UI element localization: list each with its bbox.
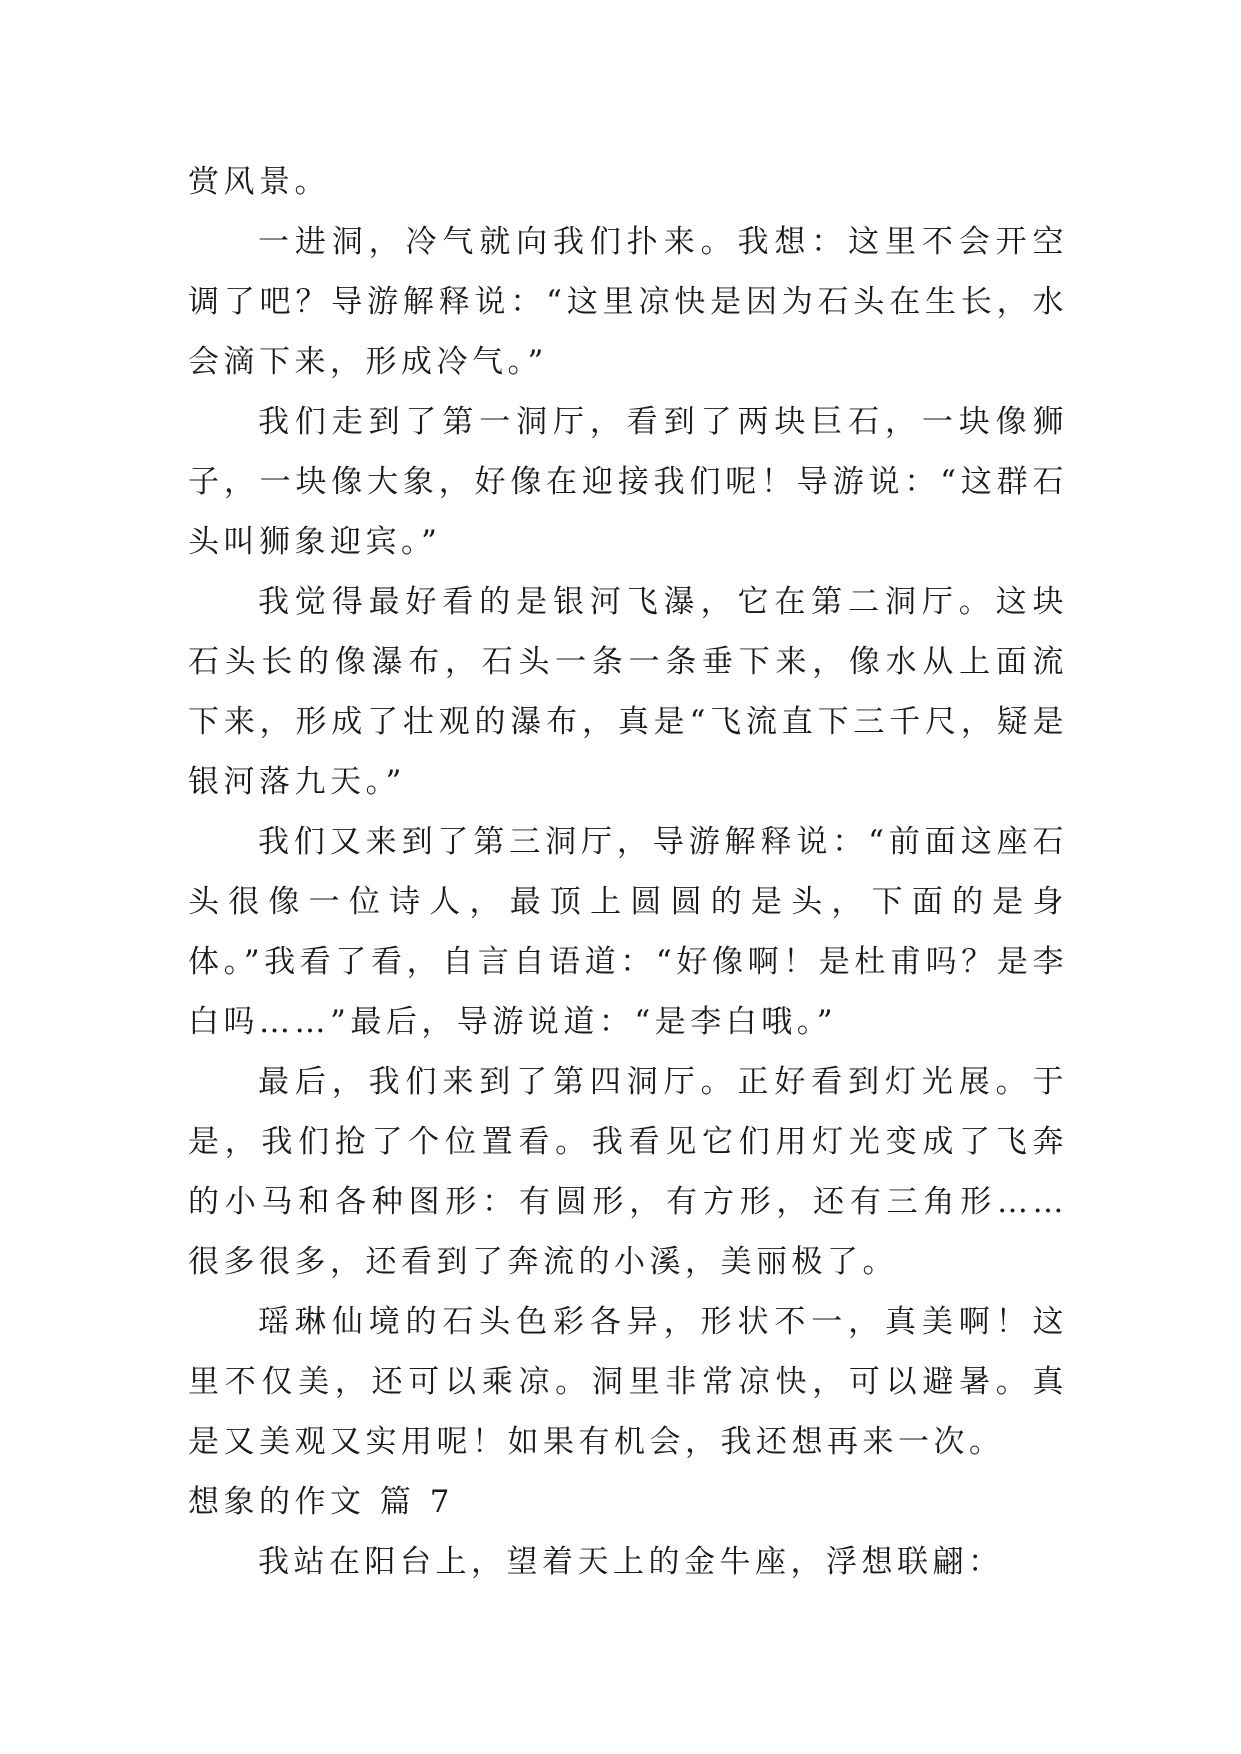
paragraph-cave-entry: 一进洞，冷气就向我们扑来。我想：这里不会开空调了吧？导游解释说：“这里凉快是因为石头在生长，水会滴下来，形成冷气。” — [188, 224, 1068, 380]
paragraph-new-essay: 我站在阳台上，望着天上的金牛座，浮想联翩： — [258, 1544, 1004, 1580]
document-body — [188, 152, 1068, 1592]
paragraph-first-hall: 我们走到了第一洞厅，看到了两块巨石，一块像狮子，一块像大象，好像在迎接我们呢！导游说：“这群石头叫狮象迎宾。” — [188, 404, 1068, 560]
paragraph-second-hall: 我觉得最好看的是银河飞瀑，它在第二洞厅。这块石头长的像瀑布，石头一条一条垂下来，像水从上面流下来，形成了壮观的瀑布，真是“飞流直下三千尺，疑是银河落九天。” — [188, 584, 1068, 800]
paragraph-continuation: 赏风景。 — [188, 164, 330, 200]
paragraph-conclusion: 瑶琳仙境的石头色彩各异，形状不一，真美啊！这里不仅美，还可以乘凉。洞里非常凉快，可以避暑。真是又美观又实用呢！如果有机会，我还想再来一次。 — [188, 1304, 1068, 1460]
paragraph-third-hall: 我们又来到了第三洞厅，导游解释说：“前面这座石头很像一位诗人，最顶上圆圆的是头，下面的是身体。”我看了看，自言自语道：“好像啊！是杜甫吗？是李白吗……”最后，导游说道：“是李白哦。” — [188, 824, 1068, 1040]
section-heading: 想象的作文 篇 7 — [188, 1484, 454, 1520]
paragraph-fourth-hall: 最后，我们来到了第四洞厅。正好看到灯光展。于是，我们抢了个位置看。我看见它们用灯光变成了飞奔的小马和各种图形：有圆形，有方形，还有三角形……很多很多，还看到了奔流的小溪，美丽极了。 — [188, 1064, 1068, 1280]
